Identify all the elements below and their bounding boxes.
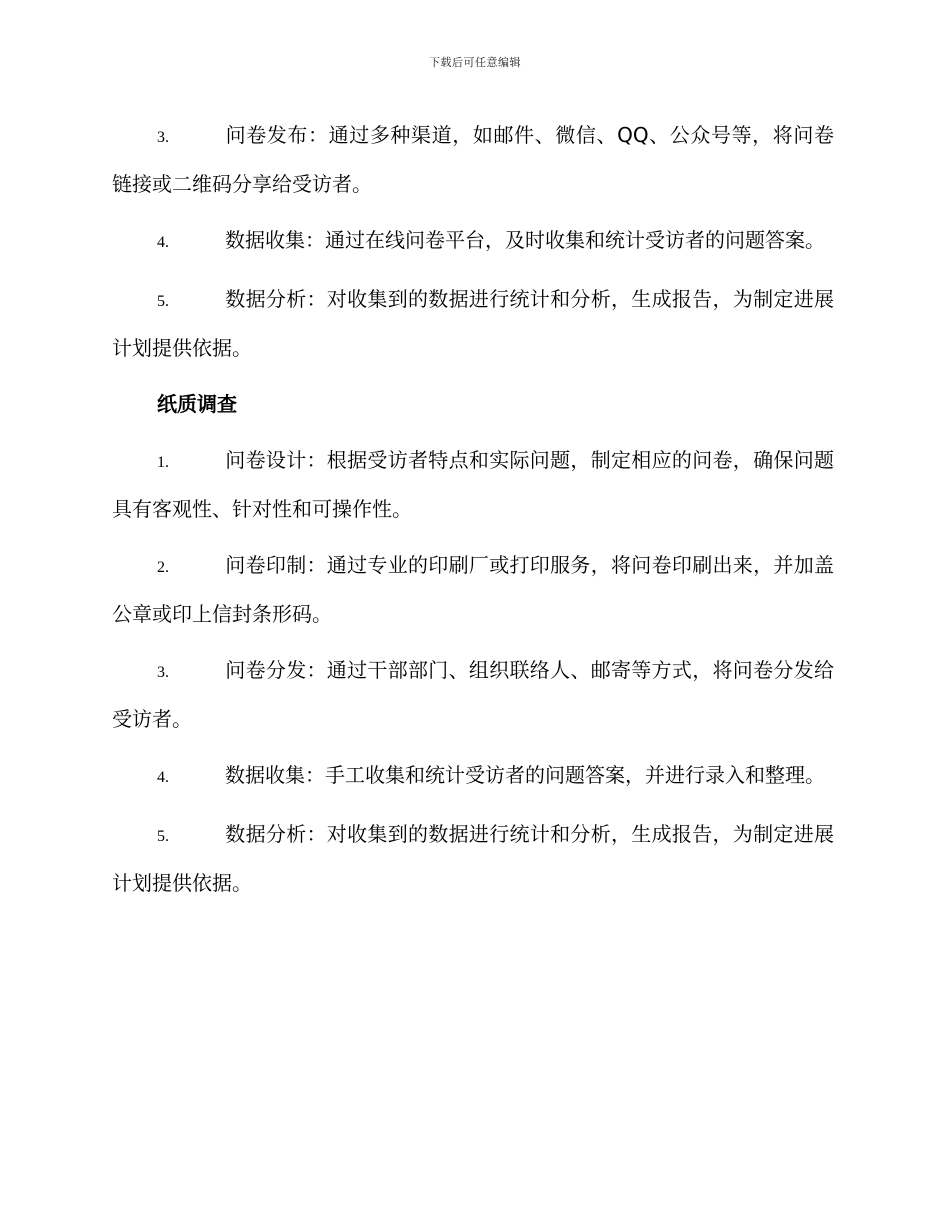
paper-step-2 xyxy=(112,542,834,637)
list-text: 问卷印制：通过专业的印刷厂或打印服务，将问卷印刷出来，并加盖公章或印上信封条形码。 xyxy=(112,553,834,626)
list-text: 数据收集：手工收集和统计受访者的问题答案，并进行录入和整理。 xyxy=(225,763,825,787)
list-number: 4. xyxy=(157,234,169,251)
list-text: 问卷设计：根据受访者特点和实际问题，制定相应的问卷，确保问题具有客观性、针对性和可操作性。 xyxy=(112,448,834,521)
list-number: 3. xyxy=(157,129,169,146)
online-step-3 xyxy=(112,112,834,207)
page-header: 下载后可任意编辑 xyxy=(429,56,521,69)
list-text: 问卷分发：通过干部部门、组织联络人、邮寄等方式，将问卷分发给受访者。 xyxy=(112,658,834,731)
section-heading-paper-survey: 纸质调查 xyxy=(157,392,237,416)
paper-step-1 xyxy=(112,437,834,532)
paper-step-4 xyxy=(112,752,834,801)
list-number: 5. xyxy=(157,828,169,845)
list-text: 问卷发布：通过多种渠道，如邮件、微信、QQ、公众号等，将问卷链接或二维码分享给受访者。 xyxy=(112,123,834,196)
list-text: 数据收集：通过在线问卷平台，及时收集和统计受访者的问题答案。 xyxy=(225,228,825,252)
list-number: 4. xyxy=(157,769,169,786)
list-number: 1. xyxy=(157,454,169,471)
online-step-5 xyxy=(112,276,834,371)
list-number: 5. xyxy=(157,293,169,310)
list-text: 数据分析：对收集到的数据进行统计和分析，生成报告，为制定进展计划提供依据。 xyxy=(112,287,834,360)
list-text: 数据分析：对收集到的数据进行统计和分析，生成报告，为制定进展计划提供依据。 xyxy=(112,822,834,895)
document-body xyxy=(112,112,834,916)
list-number: 3. xyxy=(157,664,169,681)
online-step-4 xyxy=(112,217,834,266)
list-number: 2. xyxy=(157,559,169,576)
paper-step-3 xyxy=(112,647,834,742)
paper-step-5 xyxy=(112,811,834,906)
